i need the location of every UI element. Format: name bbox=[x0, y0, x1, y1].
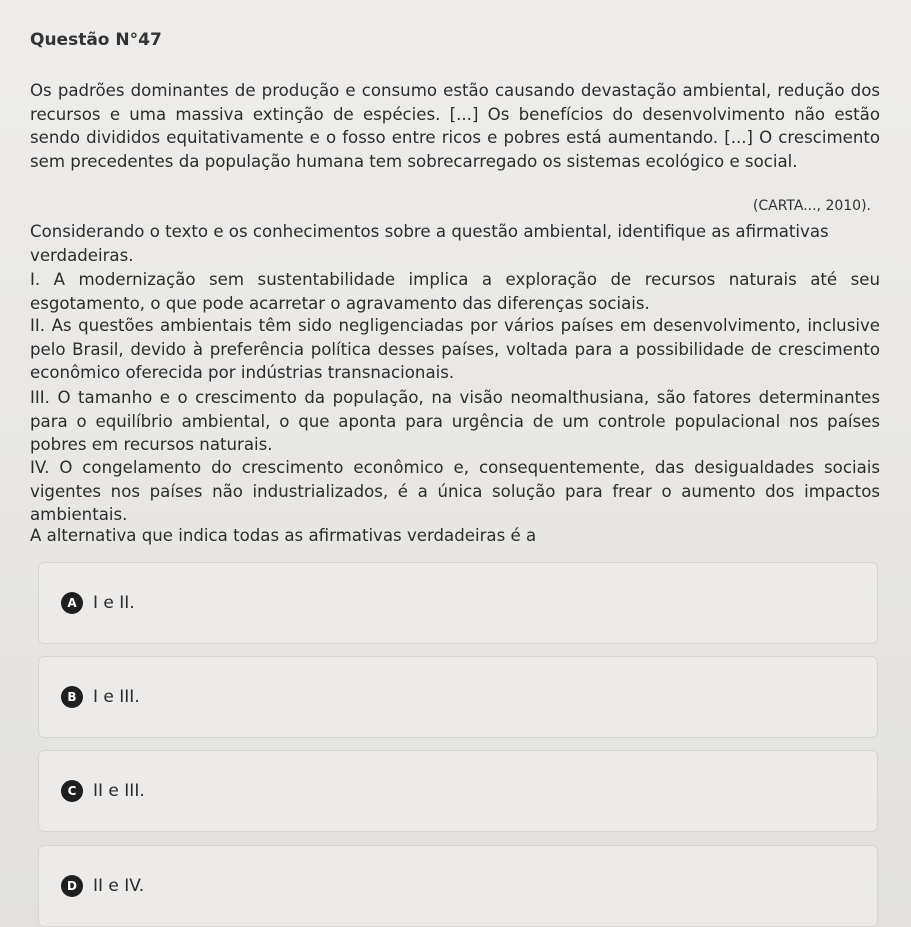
question-title: Questão N°47 bbox=[30, 30, 162, 50]
option-label: I e III. bbox=[93, 687, 140, 707]
statement-3: III. O tamanho e o crescimento da população, na visão neomalthusiana, são fatores determinantes para o equilíbrio ambiental, o que aponta para urgência de um controle populacional nos países pobres em recursos naturais. bbox=[30, 388, 880, 455]
option-letter-badge: C bbox=[61, 780, 83, 802]
question-text: Os padrões dominantes de produção e consumo estão causando devastação ambiental, redução dos recursos e uma massiva extinção de espécies. [...] Os benefícios do desenvolvimento não estão sendo divididos equitativamente e o fosso entre ricos e pobres está aumentando. [...] O crescimento sem precedentes da população humana tem sobrecarregado os sistemas ecológico e social. bbox=[30, 81, 880, 172]
statement-2: II. As questões ambientais têm sido negligenciadas por vários países em desenvolvimento, inclusive pelo Brasil, devido à preferência política desses países, voltada para a possibilidade de crescimento econômico oferecida por indústrias transnacionais. bbox=[30, 316, 880, 383]
option-d[interactable] bbox=[38, 845, 878, 927]
option-label: II e IV. bbox=[93, 876, 145, 896]
question-prompt: Considerando o texto e os conhecimentos sobre a questão ambiental, identifique as afirmativas verdadeiras. bbox=[30, 222, 829, 265]
statement-4: IV. O congelamento do crescimento econômico e, consequentemente, das desigualdades sociais vigentes nos países não industrializados, é a única solução para frear o aumento dos impactos ambientais. bbox=[30, 458, 880, 525]
option-letter-badge: A bbox=[61, 592, 83, 614]
option-letter-badge: D bbox=[61, 875, 83, 897]
option-label: I e II. bbox=[93, 593, 135, 613]
question-ask: A alternativa que indica todas as afirmativas verdadeiras é a bbox=[30, 526, 537, 545]
option-label: II e III. bbox=[93, 781, 145, 801]
statement-1: I. A modernização sem sustentabilidade implica a exploração de recursos naturais até seu esgotamento, o que pode acarretar o agravamento das diferenças sociais. bbox=[30, 270, 880, 313]
option-b[interactable] bbox=[38, 656, 878, 738]
option-c[interactable] bbox=[38, 750, 878, 832]
option-letter-badge: B bbox=[61, 686, 83, 708]
citation: (CARTA..., 2010). bbox=[752, 198, 871, 214]
option-a[interactable] bbox=[38, 562, 878, 644]
